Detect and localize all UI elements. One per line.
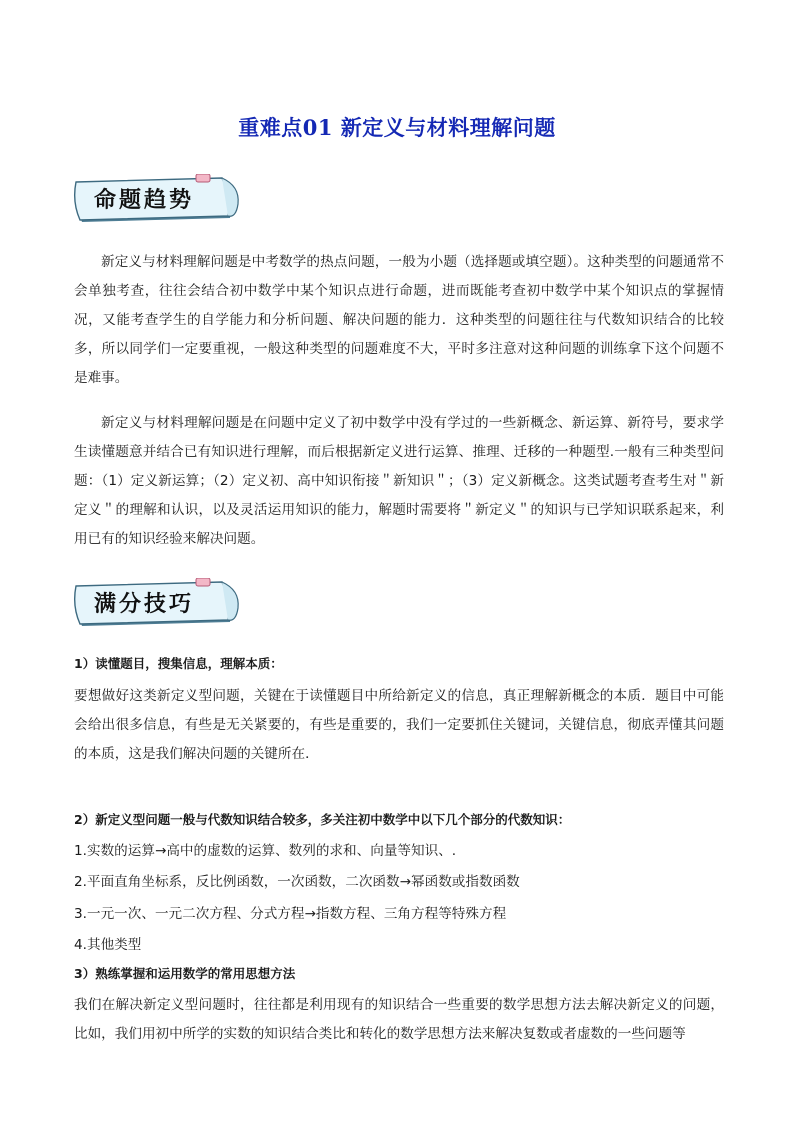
skills-paragraph-3: 我们在解决新定义型问题时，往往都是利用现有的知识结合一些重要的数学思想方法去解决新定义的问题，比如，我们用初中所学的实数的知识结合类比和转化的数学思想方法来解决复数或者虚数的一些问题等 <box>74 997 724 1042</box>
trend-paragraph-2: 新定义与材料理解问题是在问题中定义了初中数学中没有学过的一些新概念、新运算、新符号，要求学生读懂题意并结合已有知识进行理解，而后根据新定义进行运算、推理、迁移的一种题型.一般有三种类型问题：（1）定义新运算；（2）定义初、高中知识衔接＂新知识＂；（3）定义新概念。这类试题考查考生对＂新定义＂的理解和认识，以及灵活运用知识的能力，解题时需要将＂新定义＂的知识与已学知识联系起来，利用已有的知识经验来解决问题。 <box>74 415 724 547</box>
trend-paragraph-1: 新定义与材料理解问题是中考数学的热点问题，一般为小题（选择题或填空题）。这种类型的问题通常不会单独考查，往往会结合初中数学中某个知识点进行命题，进而既能考查初中数学中某个知识点的掌握情况，又能考查学生的自学能力和分析问题、解决问题的能力．这种类型的问题往往与代数知识结合的比较多，所以同学们一定要重视，一般这种类型的问题难度不大，平时多注意对这种问题的训练拿下这个问题不是难事。 <box>74 254 724 386</box>
banner-skills <box>72 578 244 632</box>
skills-list-item-4: 4.其他类型 <box>74 937 142 953</box>
skills-heading-1: 1）读懂题目，搜集信息，理解本质： <box>74 656 283 671</box>
banner-skills-label: 满分技巧 <box>94 591 195 617</box>
skills-heading-3: 3）熟练掌握和运用数学的常用思想方法 <box>74 966 296 981</box>
skills-list-item-3: 3.一元一次、一元二次方程、分式方程→指数方程、三角方程等特殊方程 <box>74 906 507 922</box>
banner-trend-label: 命题趋势 <box>94 187 195 213</box>
banner-trend <box>72 174 244 228</box>
skills-heading-2: 2）新定义型问题一般与代数知识结合较多，多关注初中数学中以下几个部分的代数知识： <box>74 812 571 827</box>
skills-paragraph-1: 要想做好这类新定义型问题，关键在于读懂题目中所给新定义的信息，真正理解新概念的本质．题目中可能会给出很多信息，有些是无关紧要的，有些是重要的，我们一定要抓住关键词，关键信息，彻底弄懂其问题的本质，这是我们解决问题的关键所在． <box>74 688 724 762</box>
skills-list-item-1: 1.实数的运算→高中的虚数的运算、数列的求和、向量等知识、. <box>74 843 457 859</box>
page-title: 重难点01 新定义与材料理解问题 <box>238 115 556 140</box>
skills-list-item-2: 2.平面直角坐标系，反比例函数，一次函数，二次函数→幂函数或指数函数 <box>74 874 520 890</box>
